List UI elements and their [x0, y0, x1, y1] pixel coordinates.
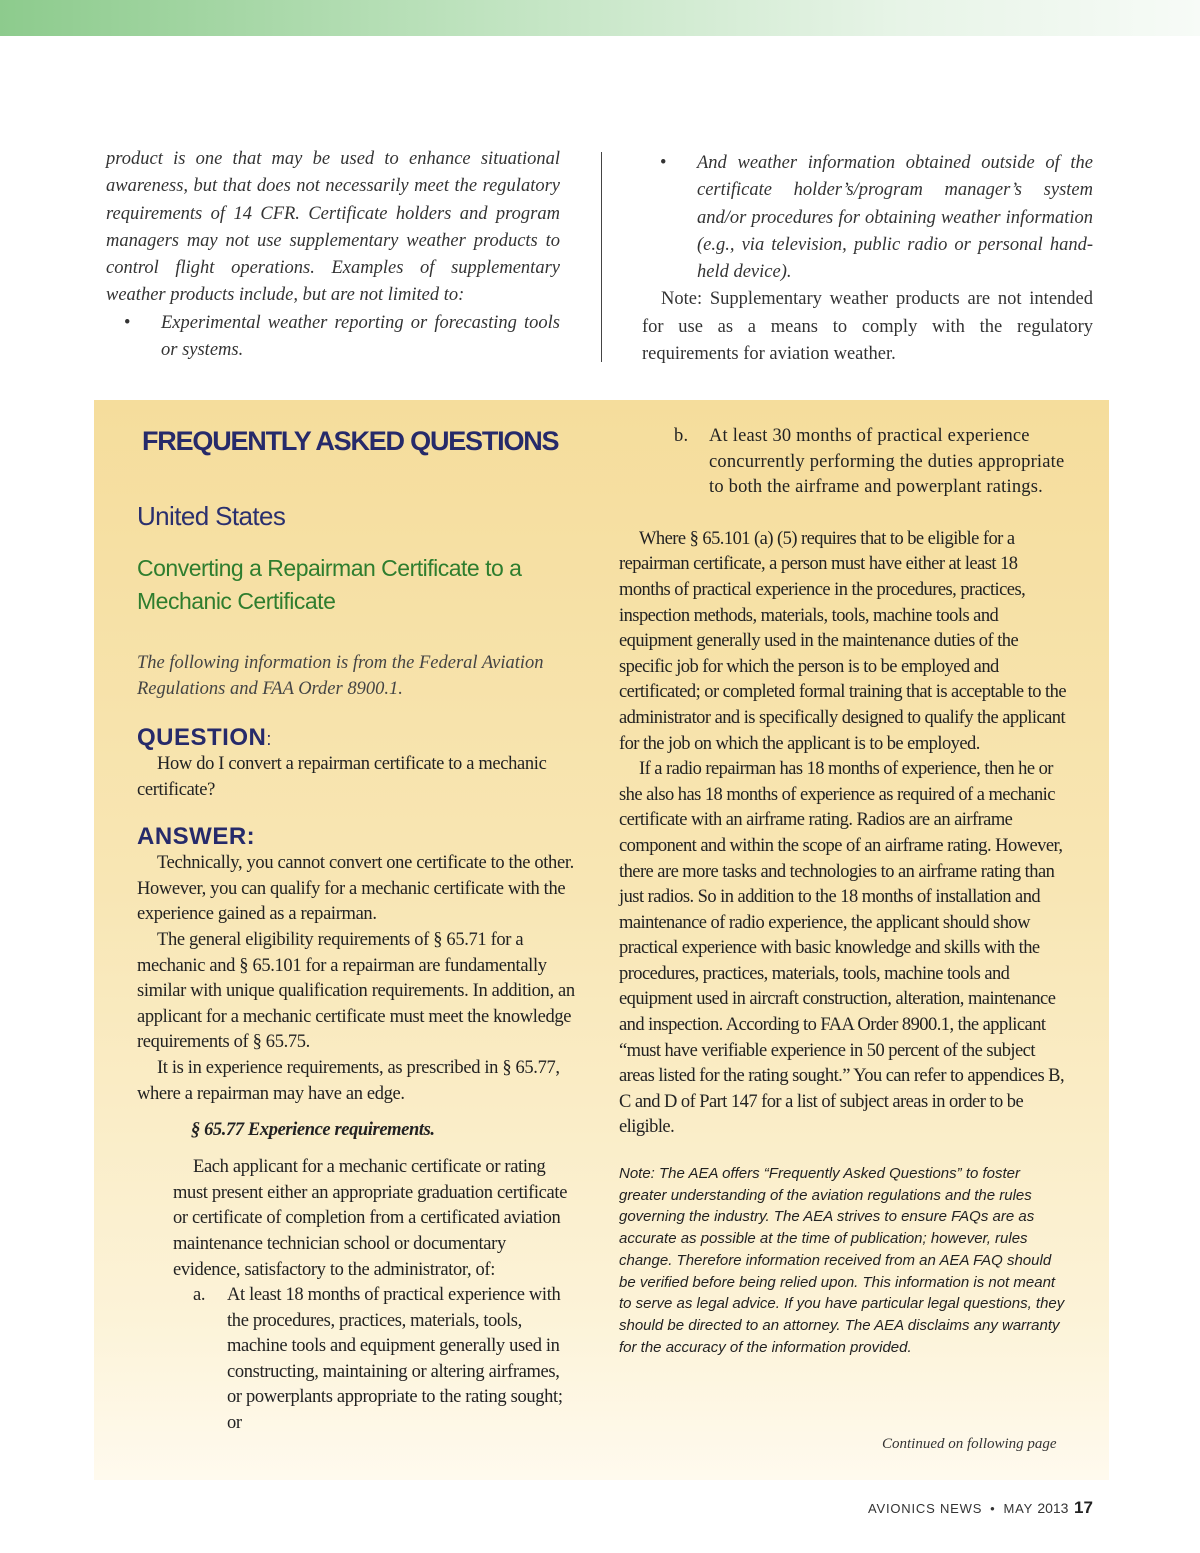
top-color-bar: [0, 0, 1200, 36]
regulation-paragraph: Each applicant for a mechanic certificate or rating must present either an appropriate graduation certificate or certificate of completion from a certificated aviation maintenance technician school or documentary evidence, satisfactory to the administrator, of:: [173, 1157, 568, 1280]
regulation-title: § 65.77 Experience requirements.: [191, 1120, 435, 1141]
question-label: QUESTION: [137, 724, 267, 751]
column-divider: [601, 152, 602, 362]
top-left-paragraph: product is one that may be used to enhance situational awareness, but that does not necessarily meet the regulatory requirements of 14 CFR. Certificate holders and program managers may not use supplementary weather products to control flight operations. Examples of supplementary weather products include, but are not limited to:: [106, 149, 560, 306]
publication-name: AVIONICS NEWS: [868, 1501, 983, 1516]
answer-body: [137, 851, 577, 1107]
faq-subtitle: Converting a Repairman Certificate to a Mechanic Certificate: [137, 555, 522, 614]
top-right-bullets: [642, 150, 1093, 286]
question-body: [137, 752, 577, 803]
page-number: 17: [1074, 1498, 1093, 1517]
regulation-list-continued: [619, 424, 1069, 501]
disclaimer-note: Note: The AEA offers “Frequently Asked Questions” to foster greater understanding of the aviation regulations and the rules governing the industry. The AEA strives to ensure FAQs are as accurate as possible at the time of publication; however, rules change. Therefore information received from an AEA FAQ should be verified before being relied upon. This information is not meant to serve as legal advice. If you have particular legal questions, they should be directed to an attorney. The AEA disclaims any warranty for the accuracy of the information provided.: [619, 1165, 1065, 1356]
regulation-list: [173, 1283, 577, 1437]
issue-year: 2013: [1037, 1500, 1069, 1516]
top-left-column: [106, 146, 560, 364]
answer-paragraph: Technically, you cannot convert one certificate to the other. However, you can qualify for a mechanic certificate with the experience gained as a repairman.: [137, 853, 574, 925]
item-marker: b.: [674, 426, 689, 446]
question-colon: :: [266, 729, 272, 749]
bullet-item: • And weather information obtained outside of the certificate holder’s/program manager’s system and/or procedures for obtaining weather information (e.g., via television, public radio or personal hand-held device).: [642, 150, 1093, 286]
faq-country-heading: United States: [137, 501, 286, 531]
faq-title: FREQUENTLY ASKED QUESTIONS: [142, 426, 559, 456]
regulation-item: [173, 1283, 577, 1437]
answer-paragraph: The general eligibility requirements of § 65.71 for a mechanic and § 65.101 for a repairman are fundamentally similar with unique qualification requirements. In addition, an applicant for a mechanic certificate must meet the knowledge requirements of § 65.75.: [137, 929, 575, 1053]
issue-month: MAY: [1003, 1501, 1033, 1516]
item-marker: a.: [193, 1285, 206, 1306]
footer-separator: •: [990, 1501, 996, 1516]
bullet-item: • Experimental weather reporting or forecasting tools or systems.: [106, 310, 560, 365]
item-text: At least 30 months of practical experience concurrently performing the duties appropriate to both the airframe and powerplant ratings.: [709, 426, 1065, 498]
faq-intro: The following information is from the Federal Aviation Regulations and FAA Order 8900.1.: [137, 653, 544, 699]
faq-left-column: [137, 420, 577, 1437]
weather-note: Note: Supplementary weather products are not intended for use as a means to comply with the regulatory requirements for aviation weather.: [642, 289, 1093, 365]
answer-paragraph: It is in experience requirements, as prescribed in § 65.77, where a repairman may have an edge.: [137, 1057, 560, 1104]
top-right-column: [642, 150, 1093, 368]
regulation-item: [619, 424, 1069, 501]
right-paragraph: If a radio repairman has 18 months of experience, then he or she also has 18 months of experience as required of a mechanic certificate with an airframe rating. Radios are an airframe component and within the scope of an airframe rating. However, there are more tasks and technologies to an airframe rating than just radios. So in addition to the 18 months of installation and maintenance of radio experience, the applicant should show practical experience with basic knowledge and skills with the procedures, practices, materials, tools, machine tools and equipment used in aircraft construction, alteration, maintenance and inspection. According to FAA Order 8900.1, the applicant “must have verifiable experience in 50 percent of the subject areas listed for the rating sought.” You can refer to appendices B, C and D of Part 147 for a list of subject areas in order to be eligible.: [619, 759, 1065, 1138]
page-footer: [868, 1500, 1068, 1516]
faq-box: [94, 400, 1109, 1480]
question-text: How do I convert a repairman certificate to a mechanic certificate?: [137, 754, 547, 800]
continued-label: Continued on following page: [882, 1436, 1057, 1452]
question-heading: [137, 724, 577, 752]
regulation-body: [173, 1155, 577, 1437]
right-body: [619, 527, 1069, 1141]
item-text: At least 18 months of practical experience with the procedures, practices, materials, tools, machine tools and equipment generally used in constructing, maintaining or altering airframes, or powerplants appropriate to the rating sought; or: [227, 1285, 563, 1434]
answer-heading: ANSWER:: [137, 823, 256, 851]
right-paragraph: Where § 65.101 (a) (5) requires that to be eligible for a repairman certificate, a person must have either at least 18 months of practical experience in the procedures, practices, inspection methods, materials, tools, machine tools and equipment generally used in the maintenance duties of the specific job for which the person is to be employed and certificated; or completed formal training that is acceptable to the administrator and is specifically designed to qualify the applicant for the job on which the applicant is to be employed.: [619, 528, 1066, 754]
top-left-bullets: [106, 310, 560, 365]
faq-right-column: [619, 424, 1069, 1358]
